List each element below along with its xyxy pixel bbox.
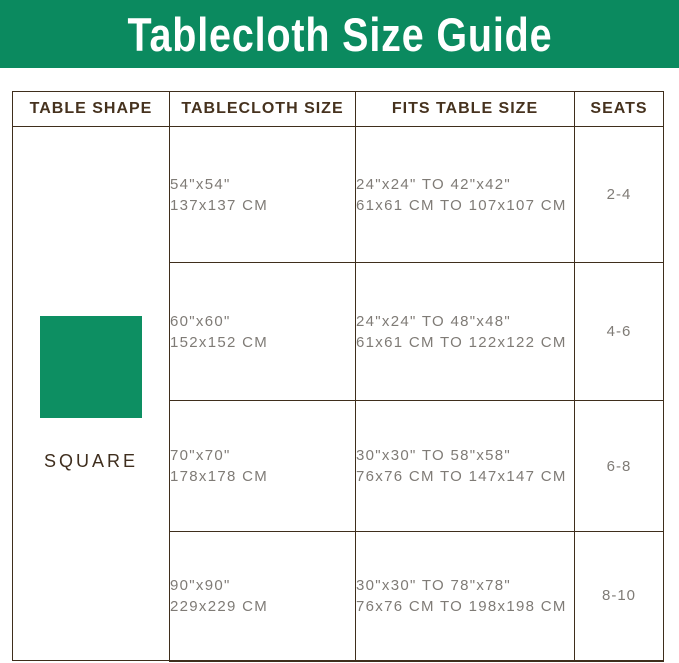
fits-inches: 24"x24" TO 48"x48" bbox=[356, 312, 512, 330]
fits-inches: 30"x30" TO 78"x78" bbox=[356, 576, 512, 594]
size-inches: 60"x60" bbox=[170, 312, 231, 330]
size-cm: 152x152 CM bbox=[170, 333, 269, 351]
tablecloth-size-cell bbox=[170, 127, 356, 263]
seats-cell: 8-10 bbox=[575, 532, 664, 661]
seats-cell: 2-4 bbox=[575, 127, 664, 263]
fits-table-size-cell bbox=[356, 263, 575, 401]
fits-cm: 61x61 CM TO 122x122 CM bbox=[356, 333, 567, 351]
fits-inches: 24"x24" TO 42"x42" bbox=[356, 175, 512, 193]
tablecloth-size-cell bbox=[170, 532, 356, 661]
tablecloth-size-cell bbox=[170, 263, 356, 401]
square-shape-icon bbox=[40, 316, 142, 418]
size-cm: 229x229 CM bbox=[170, 597, 269, 615]
page-title: Tablecloth Size Guide bbox=[127, 7, 552, 61]
size-inches: 70"x70" bbox=[170, 447, 231, 464]
fits-cm: 76x76 CM TO 147x147 CM bbox=[356, 468, 567, 485]
column-header-table-shape: TABLE SHAPE bbox=[13, 92, 170, 127]
shape-cell bbox=[13, 127, 170, 661]
size-inches: 90"x90" bbox=[170, 576, 231, 594]
title-banner bbox=[0, 0, 679, 68]
fits-table-size-cell bbox=[356, 127, 575, 263]
fits-table-size-cell bbox=[356, 532, 575, 661]
header-row bbox=[13, 92, 664, 127]
column-header-fits-table-size: FITS TABLE SIZE bbox=[356, 92, 575, 127]
seats-cell: 4-6 bbox=[575, 263, 664, 401]
seats-cell: 6-8 bbox=[575, 401, 664, 532]
size-table bbox=[12, 91, 664, 662]
tablecloth-size-cell bbox=[170, 401, 356, 532]
size-cm: 178x178 CM bbox=[170, 468, 269, 485]
fits-cm: 61x61 CM TO 107x107 CM bbox=[356, 196, 567, 214]
column-header-tablecloth-size: TABLECLOTH SIZE bbox=[170, 92, 356, 127]
fits-inches: 30"x30" TO 58"x58" bbox=[356, 447, 512, 464]
table-row bbox=[13, 127, 664, 263]
column-header-seats: SEATS bbox=[575, 92, 664, 127]
size-cm: 137x137 CM bbox=[170, 196, 269, 214]
size-inches: 54"x54" bbox=[170, 175, 231, 193]
fits-table-size-cell bbox=[356, 401, 575, 532]
shape-label: SQUARE bbox=[43, 450, 139, 471]
fits-cm: 76x76 CM TO 198x198 CM bbox=[356, 597, 567, 615]
